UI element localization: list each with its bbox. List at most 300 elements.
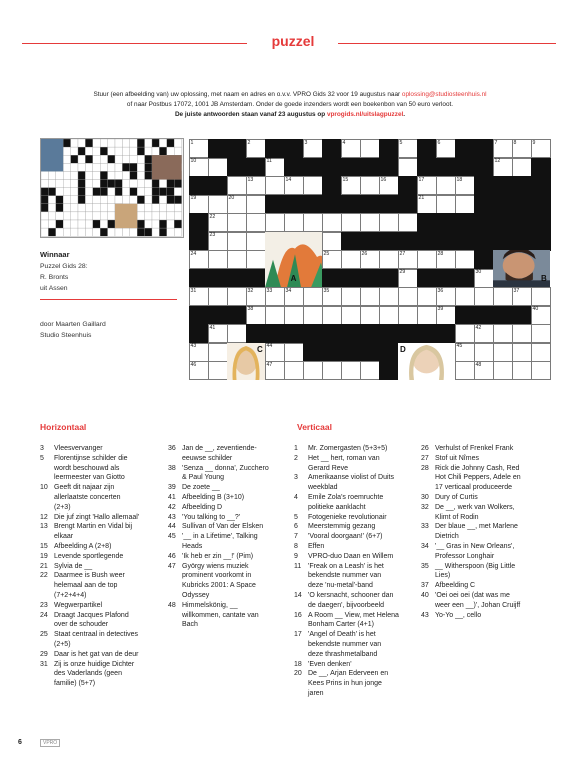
clue-item xyxy=(292,552,422,562)
black-cell xyxy=(379,232,399,251)
black-cell xyxy=(303,158,323,177)
thumb-cell xyxy=(122,180,129,188)
thumb-cell xyxy=(159,220,166,228)
thumb-cell xyxy=(108,171,115,179)
black-cell xyxy=(493,195,513,214)
thumb-cell xyxy=(115,147,122,155)
thumb-cell xyxy=(108,204,115,212)
black-cell xyxy=(493,232,513,251)
clue-number: 28 xyxy=(421,464,429,472)
thumb-cell xyxy=(130,139,137,147)
grid-cell[interactable] xyxy=(208,343,228,362)
grid-cell[interactable] xyxy=(398,287,418,306)
clue-text: Sullivan of Van der Elsken xyxy=(182,523,264,531)
grid-cell[interactable] xyxy=(474,287,494,306)
grid-cell[interactable] xyxy=(360,287,380,306)
grid-cell[interactable] xyxy=(227,176,247,195)
thumb-cell xyxy=(56,180,63,188)
vertical-clues-col-2 xyxy=(419,444,549,620)
thumb-cell xyxy=(122,139,129,147)
clue-item xyxy=(419,503,549,523)
cell-number: 16 xyxy=(380,176,387,183)
clue-item xyxy=(38,483,166,512)
thumb-cell xyxy=(71,171,78,179)
clue-number: 46 xyxy=(168,552,176,560)
cell-number: 37 xyxy=(513,287,520,294)
thumb-cell xyxy=(93,139,100,147)
thumb-cell xyxy=(71,188,78,196)
grid-cell[interactable] xyxy=(417,306,437,325)
thumb-cell xyxy=(174,188,181,196)
grid-cell[interactable] xyxy=(208,287,228,306)
clue-number: 36 xyxy=(168,445,176,452)
grid-cell[interactable] xyxy=(303,306,323,325)
cell-number: 8 xyxy=(513,139,517,146)
thumb-cell xyxy=(100,212,107,220)
black-cell xyxy=(379,361,399,380)
clue-text: Rick die Johnny Cash, Red Hot Chili Peppers, Adele en 17 verticaal produceerde xyxy=(435,464,521,492)
clue-text: Die juf zingt 'Hallo allemaal' xyxy=(54,513,140,521)
thumb-cell xyxy=(145,212,152,220)
grid-cell[interactable] xyxy=(227,213,247,232)
cell-number: 43 xyxy=(190,343,197,349)
grid-cell[interactable] xyxy=(360,139,380,158)
thumb-cell xyxy=(174,196,181,204)
cell-number: 24 xyxy=(190,250,197,257)
black-cell xyxy=(246,269,266,288)
thumb-cell xyxy=(174,139,181,147)
thumb-cell xyxy=(122,228,129,236)
clue-text: A Room __ View, met Helena Bonham Carter (4+1) xyxy=(308,611,399,629)
cell-number: 22 xyxy=(209,213,216,220)
black-cell xyxy=(341,324,361,343)
header-rule-left xyxy=(22,43,247,44)
clue-text: Mr. Zomergasten (5+3+5) xyxy=(308,445,388,452)
thumb-cell xyxy=(159,147,166,155)
thumb-cell xyxy=(174,180,181,188)
cell-number: 1 xyxy=(190,139,194,146)
clue-item xyxy=(419,591,549,611)
grid-cell[interactable] xyxy=(303,213,323,232)
black-cell xyxy=(246,324,266,343)
thumb-cell xyxy=(152,196,159,204)
thumb-cell xyxy=(167,220,174,228)
black-cell xyxy=(436,269,456,288)
grid-cell[interactable] xyxy=(493,324,513,343)
cell-number: 4 xyxy=(342,139,346,146)
black-cell xyxy=(417,324,437,343)
cell-number: 32 xyxy=(247,287,254,294)
thumb-cell xyxy=(159,228,166,236)
grid-cell[interactable] xyxy=(227,287,247,306)
black-cell xyxy=(208,269,228,288)
clue-text: Dury of Curtis xyxy=(435,493,478,501)
cell-number: 18 xyxy=(456,176,463,183)
black-cell xyxy=(360,195,380,214)
thumb-cell xyxy=(71,147,78,155)
clue-text: 'O kersnacht, schooner dan de daegen', bijvoorbeeld xyxy=(308,591,394,609)
grid-cell[interactable] xyxy=(303,176,323,195)
thumb-cell xyxy=(137,188,144,196)
thumb-cell xyxy=(48,171,55,179)
grid-cell[interactable] xyxy=(512,361,532,380)
clue-text: 'You talking to __?' xyxy=(182,513,241,521)
thumb-cell xyxy=(41,220,48,228)
clue-text: De zoete __ xyxy=(182,484,220,492)
clue-number: 7 xyxy=(294,533,298,541)
thumb-cell xyxy=(78,155,85,163)
thumb-cell xyxy=(41,188,48,196)
grid-cell[interactable] xyxy=(436,176,456,195)
thumb-cell xyxy=(115,155,122,163)
clue-text: Himmelskönig, __ willkommen, cantate van Bach xyxy=(182,601,259,629)
grid-cell[interactable] xyxy=(322,232,342,251)
thumb-cell xyxy=(85,180,92,188)
thumb-cell xyxy=(56,204,63,212)
cell-number: 7 xyxy=(494,139,498,146)
grid-cell[interactable] xyxy=(208,195,228,214)
thumb-cell xyxy=(152,180,159,188)
clue-text: Vleesvervanger xyxy=(54,445,103,452)
clue-text: Afbeelding C xyxy=(435,582,476,590)
thumb-cell xyxy=(122,163,129,171)
grid-cell[interactable] xyxy=(455,195,475,214)
clue-number: 14 xyxy=(294,591,302,599)
thumb-cell xyxy=(71,139,78,147)
thumb-cell xyxy=(108,228,115,236)
thumb-cell xyxy=(167,180,174,188)
thumb-cell xyxy=(78,188,85,196)
cell-number: 26 xyxy=(361,250,368,257)
thumb-cell xyxy=(122,196,129,204)
clue-item xyxy=(419,444,549,454)
black-cell xyxy=(265,139,285,158)
black-cell xyxy=(322,324,342,343)
page-number: 6 xyxy=(18,739,22,746)
grid-cell[interactable] xyxy=(360,176,380,195)
thumb-cell xyxy=(152,147,159,155)
black-cell xyxy=(474,139,494,158)
thumb-cell xyxy=(145,204,152,212)
clue-text: '__ in a Lifetime', Talking Heads xyxy=(182,533,258,550)
thumb-cell xyxy=(48,212,55,220)
thumb-cell xyxy=(137,163,144,171)
grid-cell[interactable] xyxy=(531,287,551,306)
grid-cell[interactable] xyxy=(284,343,304,362)
clue-number: 43 xyxy=(421,611,429,619)
thumb-cell xyxy=(48,180,55,188)
clue-number: 10 xyxy=(40,484,48,492)
thumb-cell xyxy=(130,163,137,171)
grid-cell[interactable] xyxy=(360,306,380,325)
grid-cell[interactable] xyxy=(341,361,361,380)
thumb-cell xyxy=(63,220,70,228)
clue-number: 43 xyxy=(168,513,176,521)
grid-cell[interactable] xyxy=(284,306,304,325)
clue-text: Draagt Jacques Plafond over de schouder xyxy=(54,611,129,629)
cell-number: 13 xyxy=(247,176,254,183)
thumb-cell xyxy=(63,188,70,196)
cell-number: 12 xyxy=(494,158,501,164)
grid-cell[interactable] xyxy=(246,232,266,251)
thumb-cell xyxy=(56,220,63,228)
grid-cell[interactable] xyxy=(531,343,551,362)
grid-cell[interactable] xyxy=(455,361,475,380)
clue-number: 34 xyxy=(421,542,429,550)
clue-text: __ Witherspoon (Big Little Lies) xyxy=(435,562,516,580)
clue-text: Zij is onze huidige Dichter des Vaderlands (geen familie) (5+7) xyxy=(54,660,135,688)
clue-item xyxy=(292,669,422,698)
page-title: puzzel xyxy=(271,33,315,49)
thumb-cell xyxy=(78,228,85,236)
thumb-cell xyxy=(100,147,107,155)
thumb-cell xyxy=(174,220,181,228)
grid-cell[interactable] xyxy=(493,287,513,306)
grid-cell[interactable] xyxy=(303,361,323,380)
clue-text: Amerikaanse violist of Duits weekblad xyxy=(308,474,394,492)
thumb-cell xyxy=(159,188,166,196)
thumb-cell xyxy=(130,188,137,196)
thumb-cell xyxy=(93,220,100,228)
grid-cell[interactable] xyxy=(360,361,380,380)
black-cell xyxy=(512,306,532,325)
grid-cell[interactable] xyxy=(284,213,304,232)
black-cell xyxy=(322,158,342,177)
clue-text: 'Even denken' xyxy=(308,660,352,668)
black-cell xyxy=(436,232,456,251)
instructions-line-3: De juiste antwoorden staan vanaf 23 augustus op vprogids.nl/uitslagpuzzel. xyxy=(174,111,406,118)
clue-item xyxy=(292,542,422,552)
black-cell xyxy=(417,269,437,288)
grid-cell[interactable] xyxy=(455,287,475,306)
grid-cell[interactable] xyxy=(531,361,551,380)
thumb-cell xyxy=(63,163,70,171)
grid-cell[interactable] xyxy=(284,361,304,380)
black-cell xyxy=(417,158,437,177)
cell-number: 10 xyxy=(190,158,197,164)
crossword-grid[interactable] xyxy=(189,139,547,380)
clue-item xyxy=(166,532,284,552)
results-link[interactable]: vprogids.nl/uitslagpuzzel xyxy=(326,111,404,118)
grid-cell[interactable] xyxy=(417,287,437,306)
grid-cell[interactable] xyxy=(398,306,418,325)
grid-cell[interactable] xyxy=(341,306,361,325)
grid-cell[interactable] xyxy=(379,250,399,269)
grid-cell[interactable] xyxy=(265,176,285,195)
grid-cell[interactable] xyxy=(379,213,399,232)
thumb-cell xyxy=(167,147,174,155)
black-cell xyxy=(531,158,551,177)
clue-text: Stof uit Nîmes xyxy=(435,454,479,462)
black-cell xyxy=(379,324,399,343)
clue-text: Effen xyxy=(308,542,325,550)
black-cell xyxy=(398,195,418,214)
grid-cell[interactable] xyxy=(322,306,342,325)
black-cell xyxy=(189,213,209,232)
thumb-cell xyxy=(93,196,100,204)
grid-cell[interactable] xyxy=(246,195,266,214)
thumb-cell xyxy=(100,155,107,163)
clue-text: 'Angel of Death' is het bekendste nummer van deze thrashmetalband xyxy=(308,631,382,658)
clue-item xyxy=(166,483,284,493)
grid-cell[interactable] xyxy=(512,324,532,343)
thumb-cell xyxy=(41,171,48,179)
cell-number: 39 xyxy=(437,306,444,312)
grid-cell[interactable] xyxy=(341,250,361,269)
thumb-cell xyxy=(145,228,152,236)
thumb-cell xyxy=(152,220,159,228)
thumb-cell xyxy=(159,180,166,188)
thumb-cell xyxy=(137,228,144,236)
thumb-cell xyxy=(108,212,115,220)
cell-number: 6 xyxy=(437,139,441,146)
clue-number: 3 xyxy=(294,474,298,482)
black-cell xyxy=(379,195,399,214)
winner-line: Puzzel Gids 28: xyxy=(40,263,88,270)
grid-cell[interactable] xyxy=(265,306,285,325)
black-cell xyxy=(417,232,437,251)
clue-text: 'Senza __ donna', Zucchero & Paul Young xyxy=(182,464,269,482)
thumb-cell xyxy=(56,188,63,196)
photo-label: A xyxy=(290,274,297,283)
thumb-cell xyxy=(137,220,144,228)
clue-text: VPRO-duo Daan en Willem xyxy=(308,552,394,560)
grid-cell[interactable] xyxy=(512,158,532,177)
black-cell xyxy=(189,269,209,288)
thumb-cell xyxy=(137,212,144,220)
thumb-cell xyxy=(167,139,174,147)
grid-cell[interactable] xyxy=(265,213,285,232)
grid-cell[interactable] xyxy=(379,306,399,325)
thumb-cell xyxy=(174,204,181,212)
thumb-cell xyxy=(130,180,137,188)
grid-cell[interactable] xyxy=(208,158,228,177)
thumb-cell xyxy=(122,155,129,163)
black-cell xyxy=(379,269,399,288)
clue-item xyxy=(166,464,284,484)
clue-item xyxy=(292,532,422,542)
thumb-cell xyxy=(48,204,55,212)
grid-cell[interactable] xyxy=(474,343,494,362)
grid-cell[interactable] xyxy=(455,324,475,343)
clue-text: Brengt Martin en Vidal bij elkaar xyxy=(54,523,133,541)
grid-cell[interactable] xyxy=(322,361,342,380)
clue-number: 45 xyxy=(168,533,176,541)
grid-cell[interactable] xyxy=(227,250,247,269)
black-cell xyxy=(474,195,494,214)
thumb-cell xyxy=(71,204,78,212)
grid-cell[interactable] xyxy=(379,287,399,306)
black-cell xyxy=(341,269,361,288)
black-cell xyxy=(284,324,304,343)
clue-number: 13 xyxy=(40,523,48,531)
thumb-cell xyxy=(85,147,92,155)
clue-item xyxy=(292,522,422,532)
email-link[interactable]: oplossing@studiosteenhuis.nl xyxy=(401,91,487,98)
thumb-cell xyxy=(115,196,122,204)
thumb-cell xyxy=(145,147,152,155)
black-cell xyxy=(455,213,475,232)
grid-cell[interactable] xyxy=(303,287,323,306)
clue-text: Staat centraal in detectives (2+5) xyxy=(54,631,139,648)
black-cell xyxy=(246,158,266,177)
grid-cell[interactable] xyxy=(398,213,418,232)
thumb-cell xyxy=(174,212,181,220)
grid-cell[interactable] xyxy=(531,324,551,343)
grid-cell[interactable] xyxy=(227,324,247,343)
thumb-cell xyxy=(137,204,144,212)
clue-number: 5 xyxy=(294,513,298,521)
black-cell xyxy=(189,306,209,325)
clue-text: Florentijnse schilder die wordt beschouwd als leermeester van Giotto xyxy=(54,454,128,482)
thumb-cell xyxy=(63,204,70,212)
black-cell xyxy=(208,306,228,325)
cell-number: 19 xyxy=(190,195,197,201)
clue-item xyxy=(38,542,166,552)
clue-item xyxy=(292,513,422,523)
thumb-cell xyxy=(137,139,144,147)
grid-cell[interactable] xyxy=(208,250,228,269)
black-cell xyxy=(284,195,304,214)
black-cell xyxy=(208,139,228,158)
grid-cell[interactable] xyxy=(436,195,456,214)
grid-cell[interactable] xyxy=(493,343,513,362)
thumb-cell xyxy=(137,171,144,179)
clue-text: '__ Gras in New Orleans', Professor Longhair xyxy=(435,542,515,560)
clue-item xyxy=(38,522,166,542)
cell-number: 45 xyxy=(456,343,463,349)
black-cell xyxy=(322,176,342,195)
clue-text: 'Freak on a Leash' is het bekendste nummer van deze 'nu-metal'-band xyxy=(308,562,384,590)
thumb-cell xyxy=(93,212,100,220)
clue-number: 6 xyxy=(294,523,298,531)
thumb-cell xyxy=(167,204,174,212)
clue-number: 27 xyxy=(421,454,429,462)
grid-cell[interactable] xyxy=(208,361,228,380)
grid-cell[interactable] xyxy=(341,213,361,232)
black-cell xyxy=(360,158,380,177)
grid-cell[interactable] xyxy=(417,250,437,269)
grid-cell[interactable] xyxy=(455,250,475,269)
vpro-logo: VPRO xyxy=(40,739,60,747)
black-cell xyxy=(379,139,399,158)
thumb-photo xyxy=(152,155,182,179)
grid-cell[interactable] xyxy=(322,213,342,232)
clue-number: 31 xyxy=(40,660,48,668)
grid-cell[interactable] xyxy=(512,343,532,362)
grid-cell[interactable] xyxy=(246,250,266,269)
thumb-cell xyxy=(63,196,70,204)
thumb-cell xyxy=(78,196,85,204)
grid-cell[interactable] xyxy=(493,361,513,380)
previous-solution-grid xyxy=(41,139,183,237)
clue-text: Daarmee is Bush weer helemaal aan de top (7+2+4+4) xyxy=(54,572,125,599)
thumb-cell xyxy=(93,228,100,236)
grid-cell[interactable] xyxy=(246,213,266,232)
clue-item xyxy=(166,513,284,523)
thumb-cell xyxy=(108,163,115,171)
clue-number: 3 xyxy=(40,445,44,452)
grid-cell[interactable] xyxy=(360,213,380,232)
cell-number: 14 xyxy=(285,176,292,183)
thumb-cell xyxy=(115,163,122,171)
cell-number: 15 xyxy=(342,176,349,183)
grid-cell[interactable] xyxy=(341,287,361,306)
thumb-cell xyxy=(122,188,129,196)
grid-cell[interactable] xyxy=(398,158,418,177)
grid-cell[interactable] xyxy=(227,232,247,251)
clue-number: 33 xyxy=(421,523,429,531)
